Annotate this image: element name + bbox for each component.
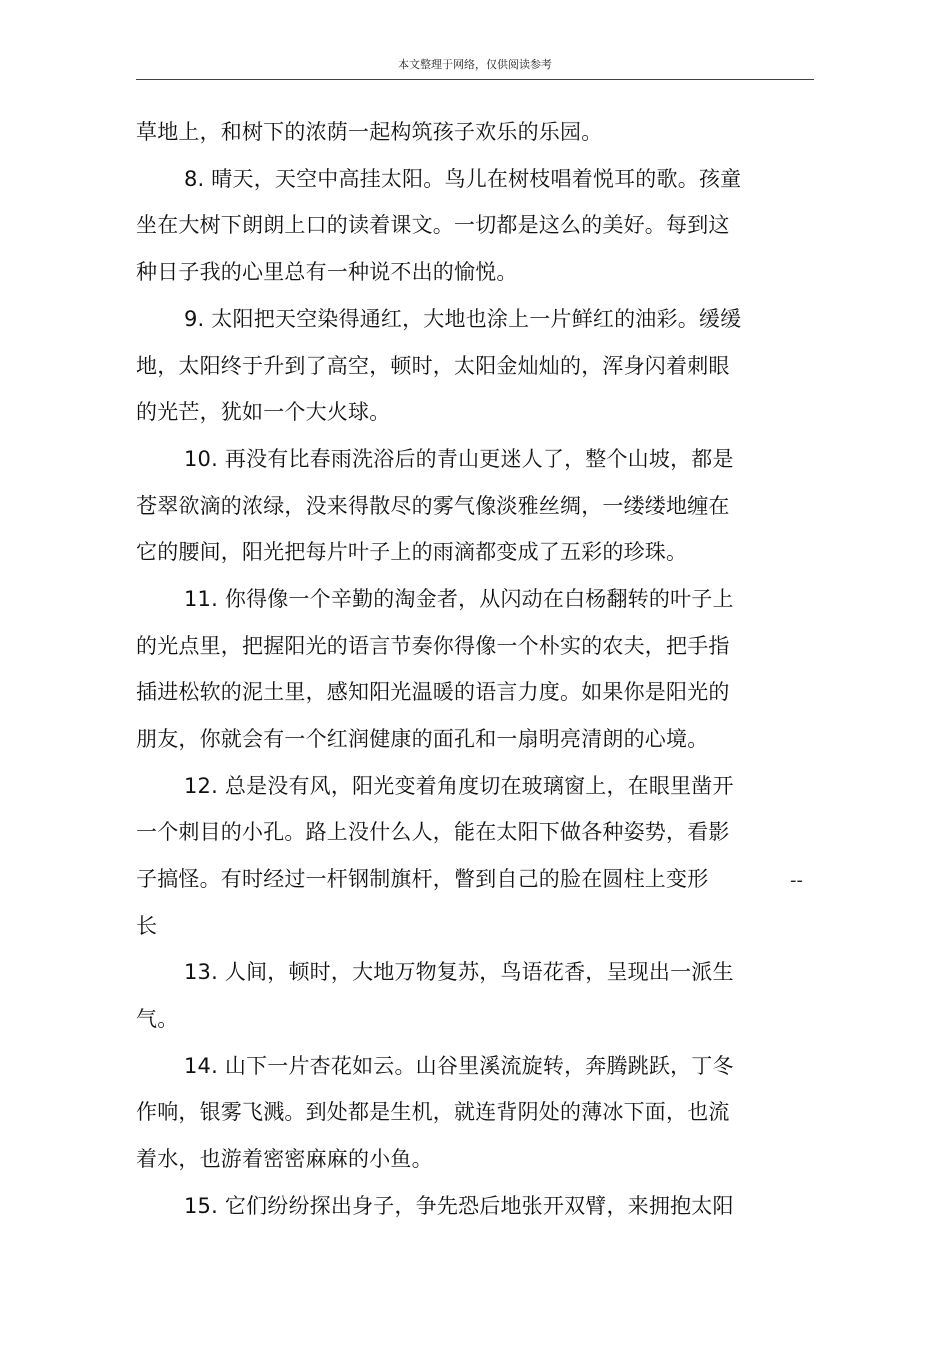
text-line: 气。 xyxy=(136,1007,179,1031)
text-line: 坐在大树下朗朗上口的读着课文。一切都是这么的美好。每到这 xyxy=(136,213,730,237)
text-line: 11. 你得像一个辛勤的淘金者，从闪动在白杨翻转的叶子上 xyxy=(184,587,734,611)
text-line: 8. 晴天，天空中高挂太阳。鸟儿在树枝唱着悦耳的歌。孩童 xyxy=(184,167,742,191)
text-line: 插进松软的泥土里，感知阳光温暖的语言力度。如果你是阳光的 xyxy=(136,680,730,704)
text-line: 一个刺目的小孔。路上没什么人，能在太阳下做各种姿势，看影 xyxy=(136,820,730,844)
text-line: 草地上，和树下的浓荫一起构筑孩子欢乐的乐园。 xyxy=(136,120,603,144)
text-line: 地，太阳终于升到了高空，顿时，太阳金灿灿的，浑身闪着刺眼 xyxy=(136,354,730,378)
text-line: 15. 它们纷纷探出身子，争先恐后地张开双臂，来拥抱太阳 xyxy=(184,1194,734,1218)
text-line: 朋友，你就会有一个红润健康的面孔和一扇明亮清朗的心境。 xyxy=(136,727,709,751)
text-line: 苍翠欲滴的浓绿，没来得散尽的雾气像淡雅丝绸，一缕缕地缠在 xyxy=(136,494,730,518)
continuation-dash: -- xyxy=(790,870,803,891)
header-divider xyxy=(136,79,814,80)
text-line: 9. 太阳把天空染得通红，大地也涂上一片鲜红的油彩。缓缓 xyxy=(184,307,742,331)
text-line: 它的腰间，阳光把每片叶子上的雨滴都变成了五彩的珍珠。 xyxy=(136,540,688,564)
text-line: 10. 再没有比春雨洗浴后的青山更迷人了，整个山坡，都是 xyxy=(184,447,734,471)
text-line: 长 xyxy=(136,914,158,938)
page-header: 本文整理于网络，仅供阅读参考 xyxy=(398,58,552,71)
text-line: 子搞怪。有时经过一杆钢制旗杆，瞥到自己的脸在圆柱上变形 xyxy=(136,867,709,891)
text-line: 12. 总是没有风，阳光变着角度切在玻璃窗上，在眼里凿开 xyxy=(184,774,734,798)
text-line: 着水，也游着密密麻麻的小鱼。 xyxy=(136,1147,433,1171)
text-line: 13. 人间，顿时，大地万物复苏，鸟语花香，呈现出一派生 xyxy=(184,960,734,984)
text-line: 14. 山下一片杏花如云。山谷里溪流旋转，奔腾跳跃，丁冬 xyxy=(184,1054,734,1078)
text-line: 作响，银雾飞溅。到处都是生机，就连背阴处的薄冰下面，也流 xyxy=(136,1100,730,1124)
text-line: 的光点里，把握阳光的语言节奏你得像一个朴实的农夫，把手指 xyxy=(136,634,730,658)
text-line: 的光芒，犹如一个大火球。 xyxy=(136,400,391,424)
text-line: 种日子我的心里总有一种说不出的愉悦。 xyxy=(136,260,518,284)
